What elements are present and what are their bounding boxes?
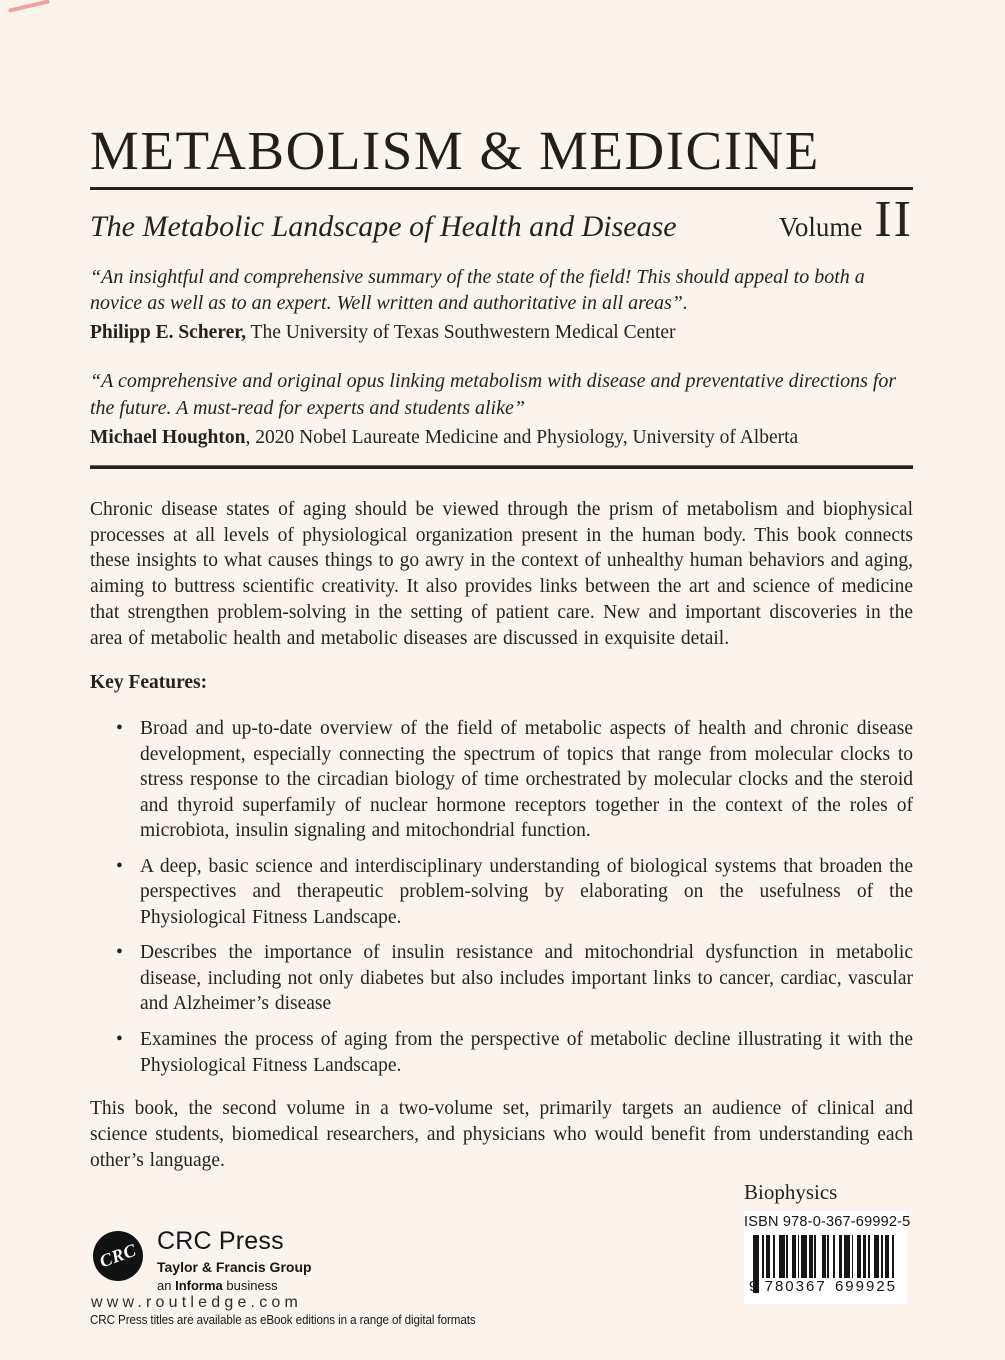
ebook-availability-note: CRC Press titles are available as eBook editions in a range of digital formats [90, 1313, 476, 1327]
key-features-list [90, 716, 913, 1078]
corner-pen-mark [8, 0, 50, 13]
barcode-digit-group: 780367 [762, 1278, 830, 1295]
informa-prefix: an [157, 1277, 176, 1293]
volume-label: Volume [778, 211, 863, 242]
category-label: Biophysics [744, 1180, 838, 1204]
review-quote: “A comprehensive and original opus linking metabolism with disease and preventative directions for the future. A must-read for experts and students alike” [90, 370, 897, 419]
isbn-label: ISBN 978-0-367-69992-5 [744, 1214, 911, 1230]
crc-press-logo [93, 1231, 143, 1281]
reviewer-name: Michael Houghton [90, 426, 246, 448]
closing-paragraph: This book, the second volume in a two-volume set, primarily targets an audience of clinical and science students, biomedical researchers, and physicians who would benefit from understanding each other’s language. [90, 1098, 913, 1171]
key-feature-item: • Describes the importance of insulin resistance and mitochondrial dysfunction in metabolic disease, including not only diabetes but also includes important links to cancer, cardiac, vascular and Alzheimer’s disease [140, 940, 913, 1017]
page-title: METABOLISM & MEDICINE [90, 120, 820, 181]
barcode-digit-lead: 9 [749, 1278, 758, 1295]
reviewer-affiliation: , 2020 Nobel Laureate Medicine and Physiology, University of Alberta [245, 426, 799, 448]
volume-numeral: II [874, 190, 913, 248]
informa-bold: Informa [175, 1277, 223, 1293]
title-divider [90, 187, 913, 190]
key-features-heading: Key Features: [90, 672, 208, 694]
reviewer-name: Philipp E. Scherer, [90, 322, 247, 344]
quote-attribution [90, 320, 913, 346]
key-feature-item: • Examines the process of aging from the perspective of metabolic decline illustrating it with the Physiological Fitness Landscape. [140, 1027, 913, 1078]
publisher-informa-line [157, 1278, 312, 1293]
website-url: www.routledge.com [91, 1294, 303, 1311]
cover-content [90, 0, 913, 1174]
quote-attribution [90, 425, 913, 451]
section-divider [90, 465, 913, 469]
key-feature-item: • Broad and up-to-date overview of the field of metabolic aspects of health and chronic disease development, especially connecting the spectrum of topics that range from molecular clocks to stress response to the circadian biology of time orchestrated by molecular clocks and the steroid and thyroid superfamily of nuclear hormone receptors together in the context of the roles of microbiota, insulin signaling and mitochondrial function. [140, 716, 913, 844]
barcode [749, 1235, 900, 1295]
book-description: Chronic disease states of aging should be viewed through the prism of metabolism and biophysical processes at all levels of physiological organization present in the human body. This book connects these insights to what causes things to go awry in the context of unhealthy human behaviors and aging, aiming to buttress scientific creativity. It also provides links between the art and science of medicine that strengthen problem-solving in the setting of patient care. New and important discoveries in the area of metabolic health and metabolic diseases are discussed in exquisite detail. [90, 498, 913, 650]
barcode-digits [749, 1278, 900, 1295]
subtitle: The Metabolic Landscape of Health and Disease [90, 209, 677, 243]
isbn-barcode-box [744, 1211, 911, 1304]
key-feature-item: • A deep, basic science and interdisciplinary understanding of biological systems that broaden the perspectives and therapeutic problem-solving by elaborating on the usefulness of the Physiological Fitness Landscape. [140, 854, 913, 931]
publisher-block [157, 1228, 312, 1293]
publisher-name: CRC Press [157, 1227, 284, 1255]
review-quote: “An insightful and comprehensive summary of the state of the field! This should appeal to both a novice as well as to an expert. Well written and authoritative in all areas”. [90, 265, 865, 314]
reviewer-affiliation: The University of Texas Southwestern Medical Center [246, 322, 676, 344]
publisher-group: Taylor & Francis Group [157, 1258, 312, 1275]
barcode-digit-group: 699925 [832, 1278, 900, 1295]
informa-suffix: business [222, 1277, 278, 1293]
crc-logo-text: CRC [96, 1239, 139, 1272]
subtitle-row [90, 190, 913, 248]
